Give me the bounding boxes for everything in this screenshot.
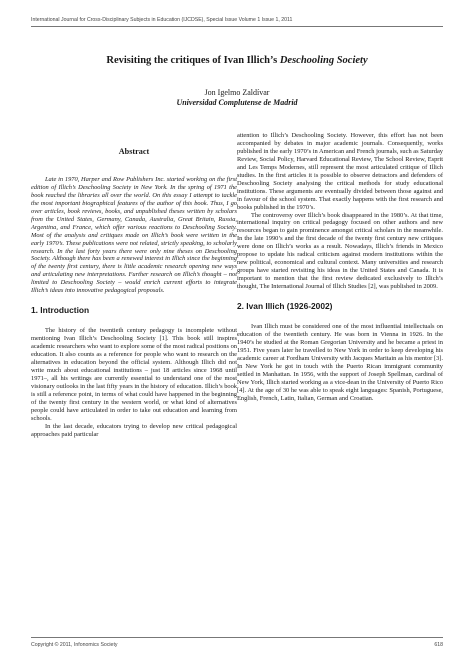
section2-paragraph-1: Ivan Illich must be considered one of the most influential intellectuals on education of the twentieth century. He was born in Vienna in 1926. In the 1940’s he studied at the Roman Gregorian University and he became a priest in 1951. Five years later he travelled to New York in order to keep developing his academic career at Fordham University with Jacques Maritain as his mentor [3]. In New York he got in touch with the Puerto Rican immigrant community settled in Manhattan. In 1956, with the support of Joseph Spellman, cardinal of New York, Illich started working as a vice-dean in the University of Puerto Rico [4]. At the age of 30 he was able to speak eight languages: Spanish, Portuguese, English, French, Latin, Italian, German and Croatian.: [237, 323, 443, 402]
right-column: [237, 132, 443, 403]
page-number: 618: [434, 642, 443, 648]
left-column: [31, 140, 237, 439]
section-heading-ivan-illich: 2. Ivan Illich (1926-2002): [237, 301, 333, 312]
intro-paragraph-3: attention to Illich’s Deschooling Society. However, this effort has not been accompanied by debates in major academic journals. Consequently, works published in the early 1970’s in American and French journals, such as Saturday Review, Social Policy, Harvard Educational Review, The School Review, Esprit and Les Temps Modernes, still represent the most articulated critique of Illich studies. In the first articles it is possible to observe detractors and defenders of Deschooling Society analysing the critical methods for study educational institutions. These arguments are eventually divided between those against and in favour of the school system. That exactly happens with the first research and books published in the 1970’s.: [237, 132, 443, 211]
header-rule: [31, 26, 443, 27]
footer-rule: [31, 637, 443, 638]
title-text: Revisiting the critiques of Ivan Illich’s: [106, 55, 280, 66]
journal-header: International Journal for Cross-Disciplinary Subjects in Education (IJCDSE), Special Issue Volume 1 Issue 1, 2011: [31, 17, 293, 23]
title-italic: Deschooling Society: [279, 55, 368, 66]
author-name: Jon Igelmo Zaldívar: [204, 88, 270, 97]
intro-paragraph-1: The history of the twentieth century pedagogy is incomplete without mentioning Ivan Illich’s Deschooling Society [1]. This book still inspires academic researchers who want to explore some of the most radical positions on education. It also counts as a reference for people who want to research on the alternatives in education beyond the official system. Although Illich did not write much about educational institutions – just 18 articles since 1968 until 1971–, all his writings are currently essential to understand one of the most visionary outlooks in the last fifty years in the history of education. Illich’s book is still a reference point, in terms of what could have happened in the beginning of the twenty first century in the western world, or what kind of alternatives people could have articulated in order to take out education and learning from schools.: [31, 327, 237, 422]
section-heading-introduction: 1. Introduction: [31, 305, 90, 316]
copyright-notice: Copyright © 2011, Infonomics Society: [31, 642, 118, 648]
intro-paragraph-2: In the last decade, educators trying to develop new critical pedagogical approaches paid particular: [31, 422, 237, 438]
abstract-heading: Abstract: [118, 147, 150, 156]
intro-paragraph-4: The controversy over Illich’s book disappeared in the 1980’s. At that time, international inquiry on critical pedagogy focused on other authors and new resources began to gain prominence amongst critical scholars in the meanwhile. In the late 1990’s and the first decade of the twenty first century new critiques were done on Illich’s works as a result. Nowadays, Illich’s friends in Mexico propose to update his radical criticism against modern institutions within the new political, economical and cultural context. Many universities and research groups have started revisiting his ideas in the United States and Canada. It is important to mention that the first review dedicated exclusively to Illich’s thought, The International Journal of Illich Studies [2], was published in 2009.: [237, 211, 443, 291]
author-affiliation: Universidad Complutense de Madrid: [176, 98, 298, 107]
author-block: [0, 88, 474, 108]
paper-title: [0, 55, 474, 66]
abstract-text: Late in 1970, Harper and Row Publishers Inc. started working on the first edition of Illich’s Deschooling Society in New York. In the spring of 1971 the book reached the libraries all over the world. On this essay I attempt to tackle the most important biographical features of the author of this book. Thus, I go over articles, book reviews, books, and unpublished theses written by scholars from the United States, Germany, Canada, Australia, Great Britain, Russia, Argentina, and France, which offer various reactions to Deschooling Society. Most of the analysis and critiques made on Illich’s book were written in the early 1970’s. These publications were not related, strictly speaking, to scholarly research. In the last forty years there were only nine theses on Deschooling Society. Although there has been a renewed interest in Illich since the beginning of the twenty first century, there is little academic research opening new ways and articulating new interpretations. Further research on Illich’s thought – not limited to Deschooling Society – would enrich current efforts to integrate Illich’s ideas into innovative pedagogical proposals.: [31, 175, 237, 295]
